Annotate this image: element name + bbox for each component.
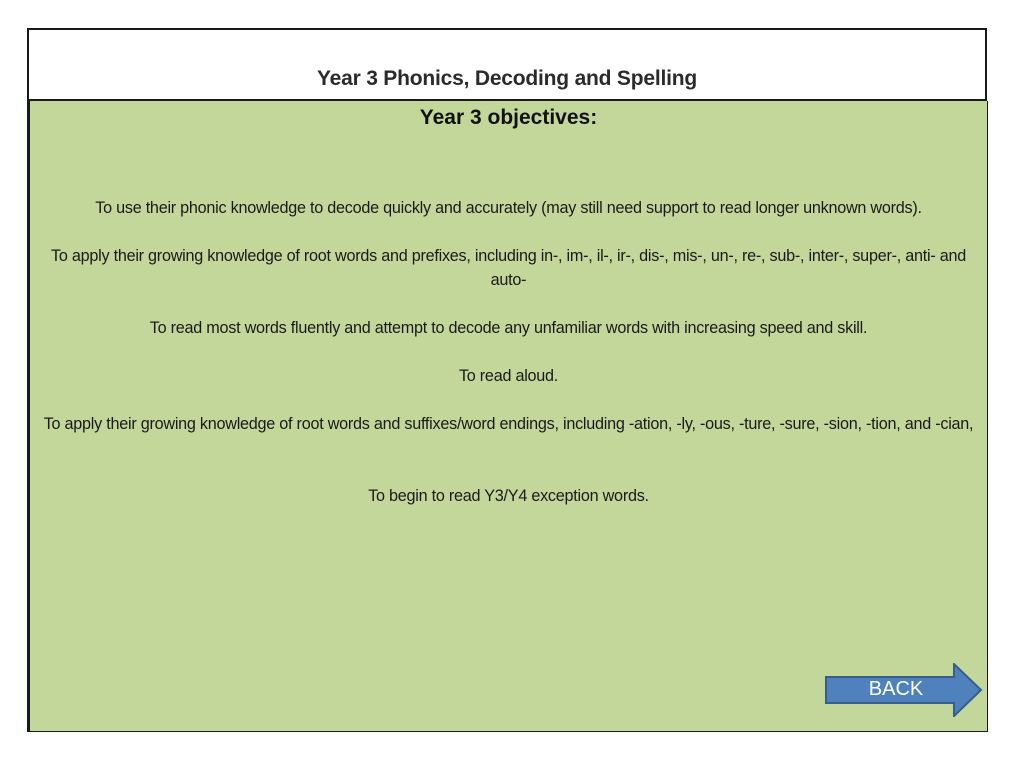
objective-item: To use their phonic knowledge to decode quickly and accurately (may still need support to read longer unknown words). — [95, 199, 922, 217]
objective-item: To read aloud. — [458, 367, 559, 385]
objective-item: To read most words fluently and attempt to decode any unfamiliar words with increasing speed and skill. — [149, 319, 868, 337]
objective-item: To begin to read Y3/Y4 exception words. — [368, 487, 649, 505]
page-title: Year 3 Phonics, Decoding and Spelling — [316, 67, 698, 90]
objective-item: To apply their growing knowledge of root words and prefixes, including in-, im-, il-, ir-, dis-, mis-, un-, re-, sub-, inter-, super-, anti- and auto- — [51, 247, 966, 289]
objective-item: To apply their growing knowledge of root words and suffixes/word endings, including -ation, -ly, -ous, -ture, -sure, -sion, -tion, and -cian, — [43, 415, 974, 433]
objectives-panel — [27, 101, 988, 732]
header-box — [27, 28, 987, 101]
back-button-label: BACK — [868, 678, 924, 700]
back-button[interactable] — [824, 663, 984, 717]
objectives-heading: Year 3 objectives: — [419, 106, 598, 129]
